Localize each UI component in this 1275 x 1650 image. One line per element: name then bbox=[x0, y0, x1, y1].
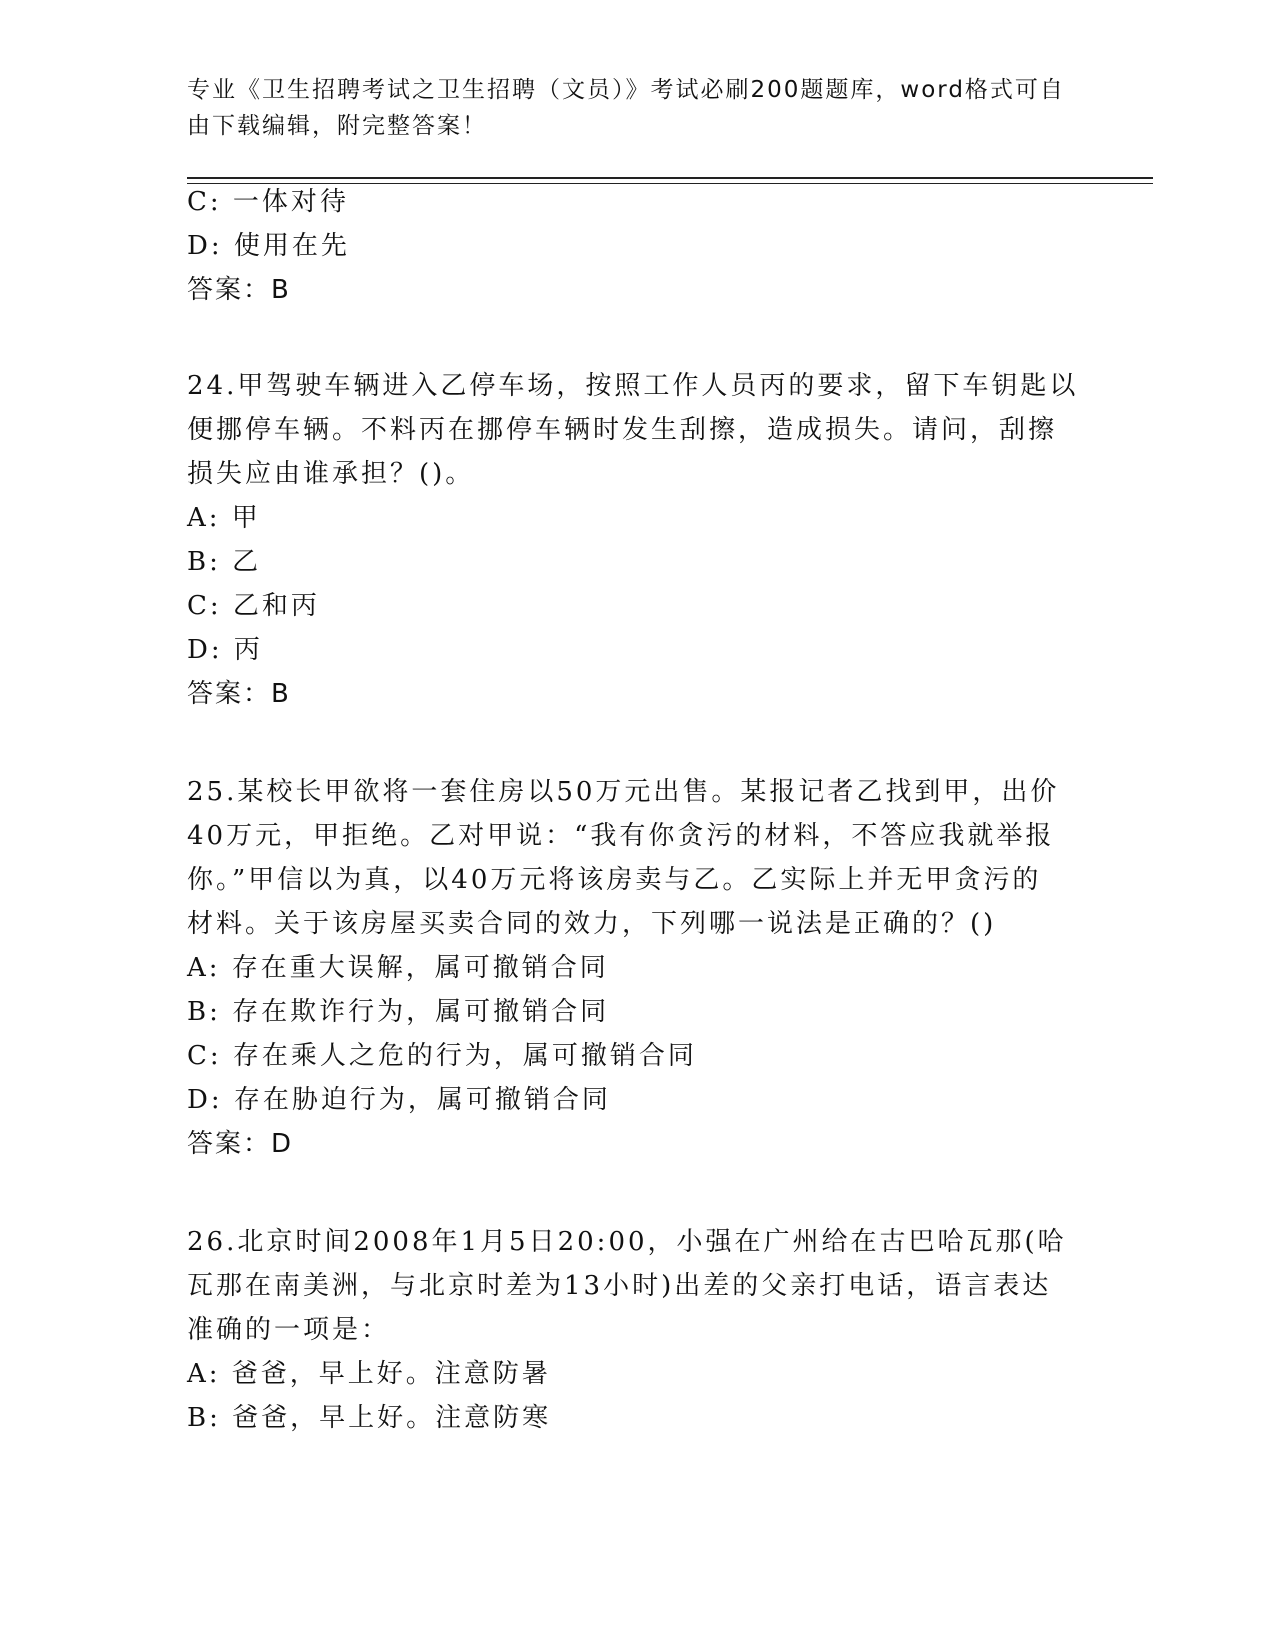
prev-option-c: C: 一体对待 bbox=[187, 187, 349, 217]
q25-stem-line-2: 40万元，甲拒绝。乙对甲说：“我有你贪污的材料，不答应我就举报 bbox=[187, 821, 1055, 851]
q24-option-d: D: 丙 bbox=[187, 635, 263, 665]
q24-stem-line-3: 损失应由谁承担？()。 bbox=[187, 459, 475, 489]
q26-stem-line-2: 瓦那在南美洲，与北京时差为13小时)出差的父亲打电话，语言表达 bbox=[187, 1271, 1052, 1301]
q25-answer: 答案：D bbox=[187, 1129, 294, 1159]
q25-option-d: D: 存在胁迫行为，属可撤销合同 bbox=[187, 1085, 611, 1115]
prev-option-d: D: 使用在先 bbox=[187, 231, 350, 261]
q25-stem-line-3: 你。”甲信以为真，以40万元将该房卖与乙。乙实际上并无甲贪污的 bbox=[187, 865, 1042, 895]
q26-stem-line-3: 准确的一项是： bbox=[187, 1315, 391, 1345]
q26-option-a: A: 爸爸，早上好。注意防暑 bbox=[187, 1359, 551, 1389]
q24-stem-line-1: 24.甲驾驶车辆进入乙停车场，按照工作人员丙的要求，留下车钥匙以 bbox=[187, 371, 1079, 401]
header-rule-thick bbox=[187, 177, 1153, 179]
q25-option-c: C: 存在乘人之危的行为，属可撤销合同 bbox=[187, 1041, 697, 1071]
q25-stem-line-4: 材料。关于该房屋买卖合同的效力，下列哪一说法是正确的？() bbox=[187, 909, 997, 939]
q24-option-a: A: 甲 bbox=[187, 503, 261, 533]
q25-option-b: B: 存在欺诈行为，属可撤销合同 bbox=[187, 997, 610, 1027]
header-rule-thin bbox=[187, 183, 1153, 184]
q24-option-c: C: 乙和丙 bbox=[187, 591, 320, 621]
q26-option-b: B: 爸爸，早上好。注意防寒 bbox=[187, 1403, 552, 1433]
document-header: 专业《卫生招聘考试之卫生招聘（文员）》考试必刷200题题库，word格式可自由下载编辑，附完整答案！ bbox=[187, 77, 1065, 139]
q25-stem-line-1: 25.某校长甲欲将一套住房以50万元出售。某报记者乙找到甲，出价 bbox=[187, 777, 1060, 807]
q25-option-a: A: 存在重大误解，属可撤销合同 bbox=[187, 953, 609, 983]
q24-option-b: B: 乙 bbox=[187, 547, 262, 577]
q26-stem-line-1: 26.北京时间2008年1月5日20:00，小强在广州给在古巴哈瓦那(哈 bbox=[187, 1227, 1067, 1257]
q24-stem-line-2: 便挪停车辆。不料丙在挪停车辆时发生刮擦，造成损失。请问，刮擦 bbox=[187, 415, 1058, 445]
prev-answer: 答案：B bbox=[187, 275, 291, 305]
q24-answer: 答案：B bbox=[187, 679, 291, 709]
